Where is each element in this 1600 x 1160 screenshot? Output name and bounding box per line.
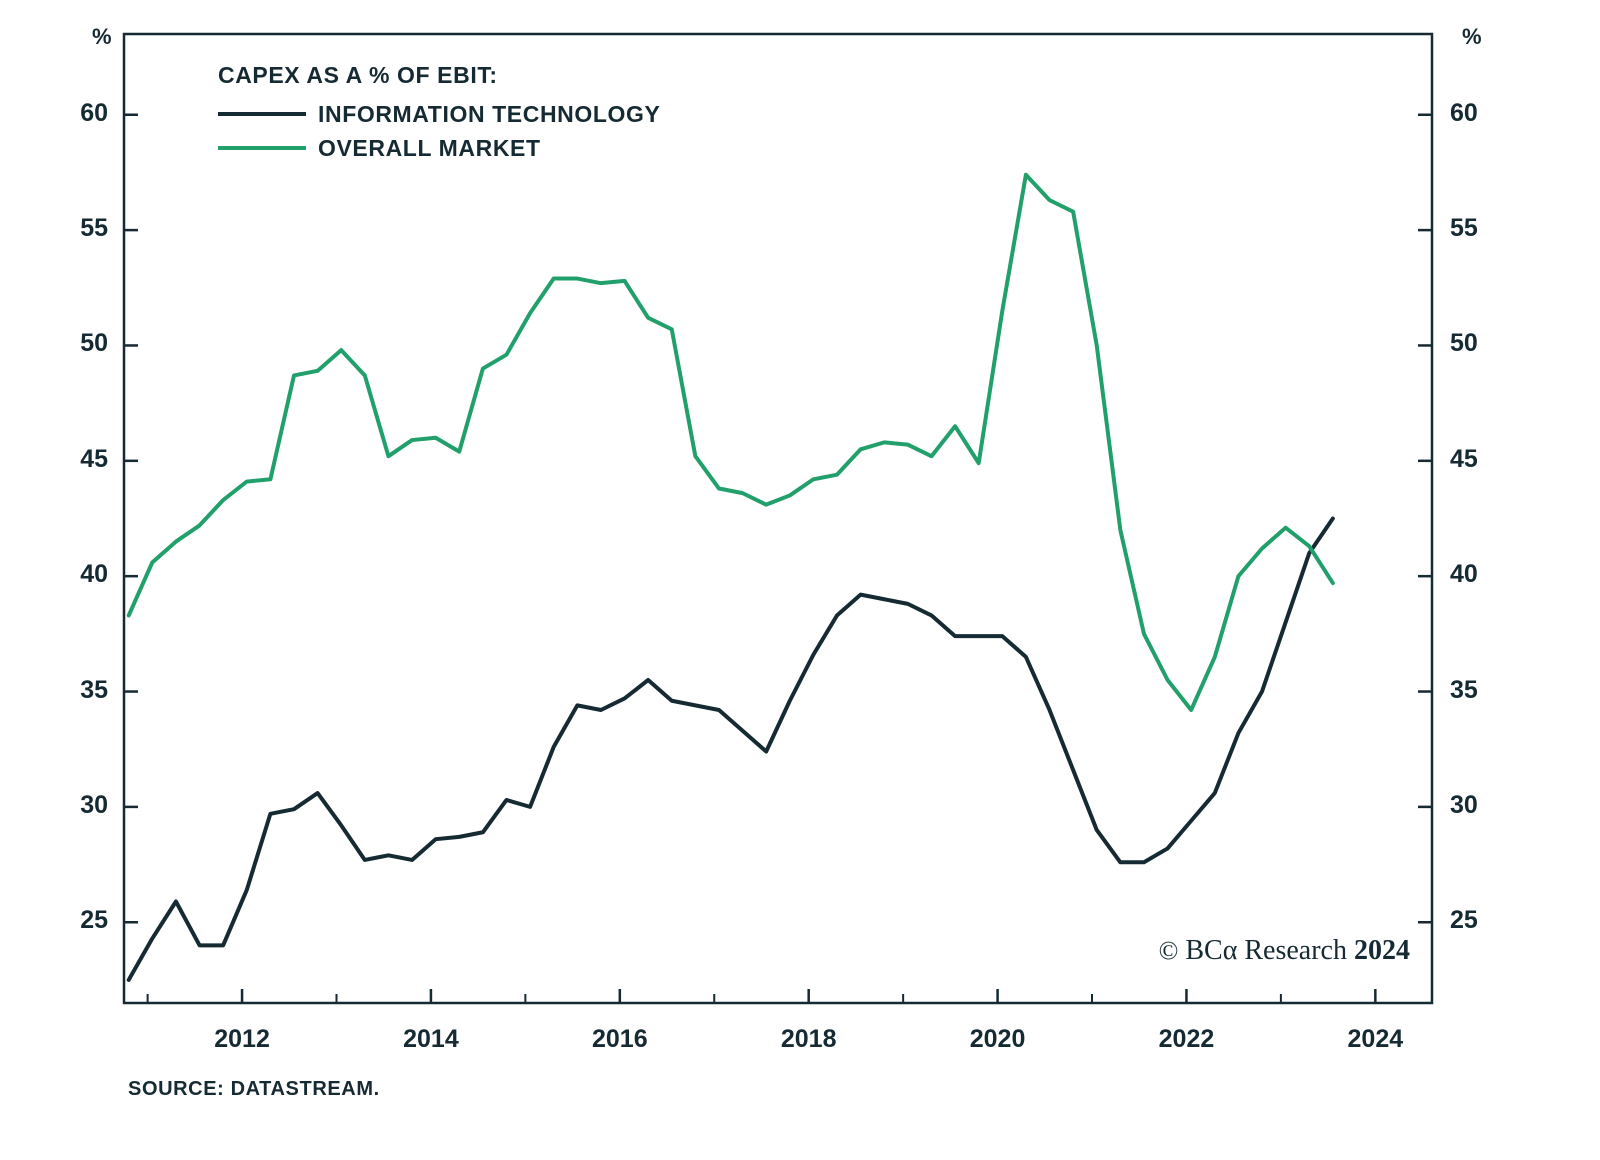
x-tick-label-2022: 2022	[1158, 1025, 1215, 1053]
credit-year: 2024	[1354, 935, 1410, 966]
series-line-information-technology	[129, 519, 1333, 980]
y-tick-label-right-60: 60	[1450, 98, 1478, 127]
legend-item-information-technology	[218, 97, 660, 131]
legend-label-information-technology: INFORMATION TECHNOLOGY	[318, 100, 661, 127]
credit-brand: BCα Research	[1185, 935, 1347, 966]
y-tick-label-right-40: 40	[1450, 560, 1478, 589]
y-tick-label-left-50: 50	[80, 329, 108, 358]
x-tick-label-2024: 2024	[1347, 1025, 1404, 1053]
source-note: SOURCE: DATASTREAM.	[128, 1078, 380, 1100]
x-tick-label-2016: 2016	[591, 1025, 648, 1053]
plot-frame	[124, 34, 1432, 1003]
y-tick-label-right-35: 35	[1450, 675, 1478, 704]
x-tick-label-2014: 2014	[403, 1025, 459, 1053]
legend-title: CAPEX AS A % OF EBIT:	[218, 62, 498, 88]
legend-swatch-overall-market	[218, 146, 306, 150]
x-tick-label-2020: 2020	[969, 1025, 1026, 1053]
y-tick-label-left-40: 40	[80, 560, 108, 589]
y-tick-label-right-45: 45	[1450, 444, 1478, 473]
y-tick-label-right-55: 55	[1450, 214, 1478, 243]
y-tick-label-left-45: 45	[80, 444, 108, 473]
series-line-overall-market	[129, 175, 1333, 710]
y-axis-unit-left: %	[92, 24, 113, 49]
y-tick-label-right-30: 30	[1450, 790, 1478, 819]
x-tick-label-2012: 2012	[214, 1025, 270, 1053]
copyright-icon: ©	[1158, 936, 1179, 965]
legend-label-overall-market: OVERALL MARKET	[318, 134, 541, 161]
chart-legend	[218, 62, 660, 165]
y-tick-label-right-25: 25	[1450, 906, 1478, 935]
legend-item-overall-market	[218, 131, 660, 165]
y-tick-label-left-25: 25	[80, 906, 108, 935]
y-tick-label-left-30: 30	[80, 790, 108, 819]
chart-credit	[1159, 935, 1410, 967]
y-tick-label-right-50: 50	[1450, 329, 1478, 358]
y-tick-label-left-35: 35	[80, 675, 108, 704]
y-tick-label-left-55: 55	[80, 214, 108, 243]
legend-swatch-information-technology	[218, 112, 306, 116]
y-tick-label-left-60: 60	[80, 98, 108, 127]
y-axis-unit-right: %	[1462, 24, 1483, 49]
x-tick-label-2018: 2018	[780, 1025, 837, 1053]
